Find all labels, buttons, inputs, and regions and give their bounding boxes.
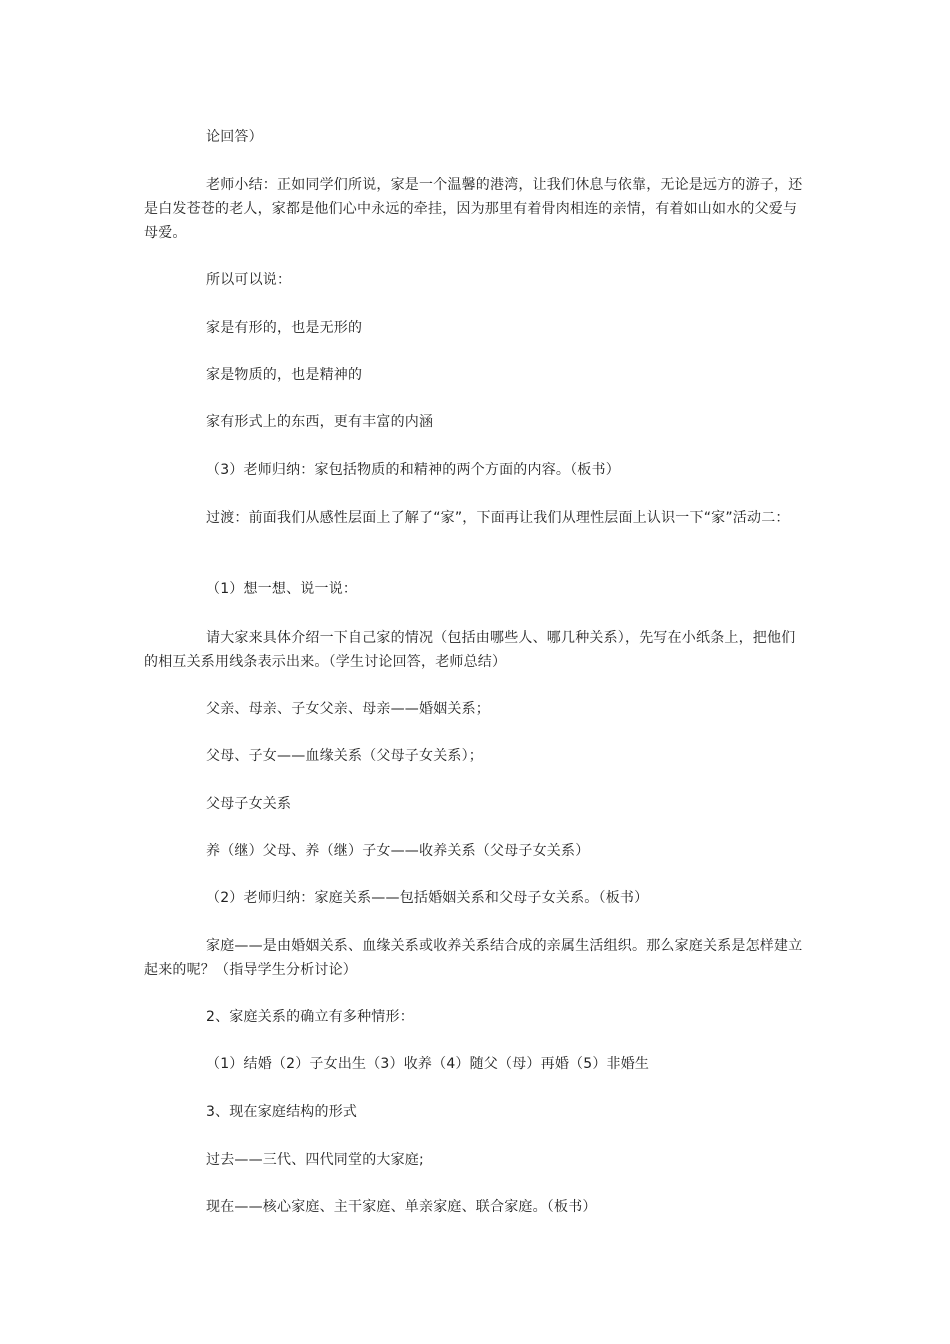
paragraph-past-structure: 过去——三代、四代同堂的大家庭; — [206, 1152, 424, 1168]
paragraph-teacher-conclusion-3: （3）老师归纳：家包括物质的和精神的两个方面的内容。（板书） — [206, 462, 620, 478]
paragraph-home-tangible: 家是有形的，也是无形的 — [206, 320, 363, 336]
paragraph-parent-child: 父母子女关系 — [206, 796, 292, 812]
paragraph-introduce-family: 请大家来具体介绍一下自己家的情况（包括由哪些人、哪几种关系），先写在小纸条上，把他们的相互关系用线条表示出来。（学生讨论回答，老师总结） — [144, 630, 796, 670]
paragraph-continuation: 论回答） — [206, 129, 263, 145]
paragraph-think-say: （1）想一想、说一说： — [206, 581, 358, 597]
paragraph-so-can-say: 所以可以说： — [206, 272, 292, 288]
paragraph-teacher-conclusion-2: （2）老师归纳：家庭关系——包括婚姻关系和父母子女关系。（板书） — [206, 890, 649, 906]
paragraph-present-structure: 现在——核心家庭、主干家庭、单亲家庭、联合家庭。（板书） — [206, 1199, 597, 1215]
paragraph-establish-cases: 2、家庭关系的确立有多种情形： — [206, 1009, 414, 1025]
paragraph-adoption-relation: 养（继）父母、养（继）子女——收养关系（父母子女关系） — [206, 843, 590, 859]
paragraph-family-definition: 家庭——是由婚姻关系、血缘关系或收养关系结合成的亲属生活组织。那么家庭关系是怎样建立起来的呢？（指导学生分析讨论） — [144, 938, 803, 978]
paragraph-case-list: （1）结婚（2）子女出生（3）收养（4）随父（母）再婚（5）非婚生 — [206, 1056, 650, 1072]
paragraph-teacher-summary: 老师小结：正如同学们所说，家是一个温馨的港湾，让我们休息与依靠，无论是远方的游子，还是白发苍苍的老人，家都是他们心中永远的牵挂，因为那里有着骨肉相连的亲情，有着如山如水的父爱与母爱。 — [144, 177, 803, 241]
paragraph-home-material: 家是物质的，也是精神的 — [206, 367, 363, 383]
paragraph-structure-heading: 3、现在家庭结构的形式 — [206, 1104, 358, 1120]
paragraph-blood-relation: 父母、子女——血缘关系（父母子女关系）； — [206, 748, 483, 764]
paragraph-home-form: 家有形式上的东西，更有丰富的内涵 — [206, 414, 434, 430]
paragraph-transition: 过渡：前面我们从感性层面上了解了“家”，下面再让我们从理性层面上认识一下“家”活动二： — [206, 510, 790, 526]
paragraph-marriage-relation: 父亲、母亲、子女父亲、母亲——婚姻关系； — [206, 701, 490, 717]
